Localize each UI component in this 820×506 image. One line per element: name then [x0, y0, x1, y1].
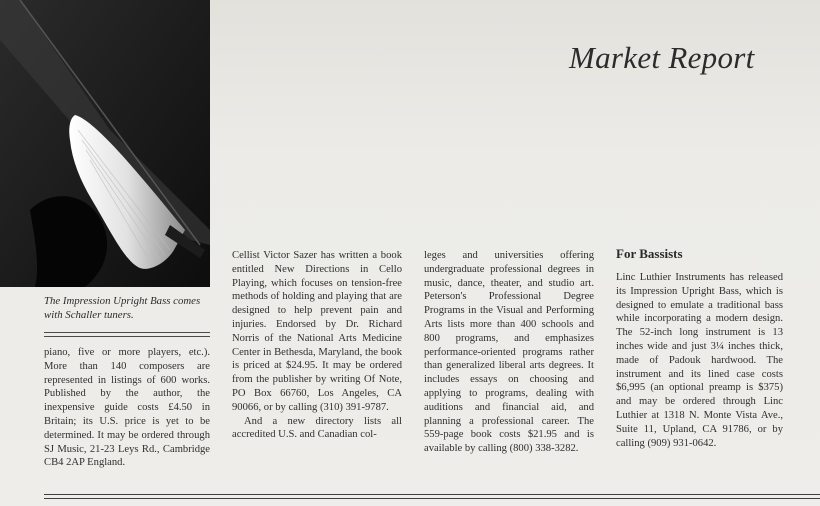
article-column-3 [424, 249, 594, 456]
article-column-2 [232, 249, 402, 442]
for-bassists-heading: For Bassists [616, 246, 683, 261]
column-1-text: piano, five or more players, etc.). More than 140 composers are represented in listings of 600 works. Published by the author, the inexpensive guide costs £4.50 in Britain; its U.S. price is yet to be determined. It may be ordered through SJ Music, 21-23 Leys Rd., Cambridge CB4 2AP England. [44, 347, 210, 469]
bass-photo [0, 0, 210, 287]
upright-bass-image [0, 0, 210, 287]
column-2-paragraph-1: Cellist Victor Sazer has written a book entitled New Directions in Cello Playing, which focuses on tension-free methods of holding and playing that are designed to help prevent pain and injuries. Endorsed by Dr. Richard Norris of the National Arts Medicine Center in Bethesda, Maryland, the book is priced at $24.95. It may be ordered from the publisher by writing Of Note, PO Box 66760, Los Angeles, CA 90066, or by calling (310) 391-9787. [232, 250, 402, 413]
column-4-text: Linc Luthier Instruments has released its Impression Upright Bass, which is designed to emulate a traditional bass while incorporating a modern design. The 52-inch long instrument is 13 inches wide and just 3¼ inches thick, made of Padouk hardwood. The instrument and its lined case costs $6,995 (an optional preamp is $375) and may be ordered through Linc Luthier at 1318 N. Monte Vista Ave., Suite 11, Upland, CA 91786, or by calling (909) 931-0642. [616, 272, 783, 449]
photo-caption: The Impression Upright Bass comes with Schaller tuners. [44, 295, 201, 321]
column-2-paragraph-2: And a new directory lists all accredited U.S. and Canadian col- [232, 415, 402, 441]
caption-divider [44, 332, 210, 337]
column-3-text: leges and universities offering undergraduate professional degrees in music, dance, theater, and studio art. Peterson's Professional Degree Programs in the Visual and Performing Arts lists more than 400 schools and 800 programs, and emphasizes performance-oriented programs rather than generalized liberal arts degrees. It includes essays on choosing and applying to programs, dealing with auditions and financial aid, and planning a professional career. The 559-page book costs $21.95 and is available by calling (800) 338-3282. [424, 250, 594, 455]
section-title: Market Report [569, 40, 755, 75]
bottom-divider [44, 494, 820, 499]
article-column-1 [44, 346, 210, 470]
article-column-4 [616, 271, 783, 450]
